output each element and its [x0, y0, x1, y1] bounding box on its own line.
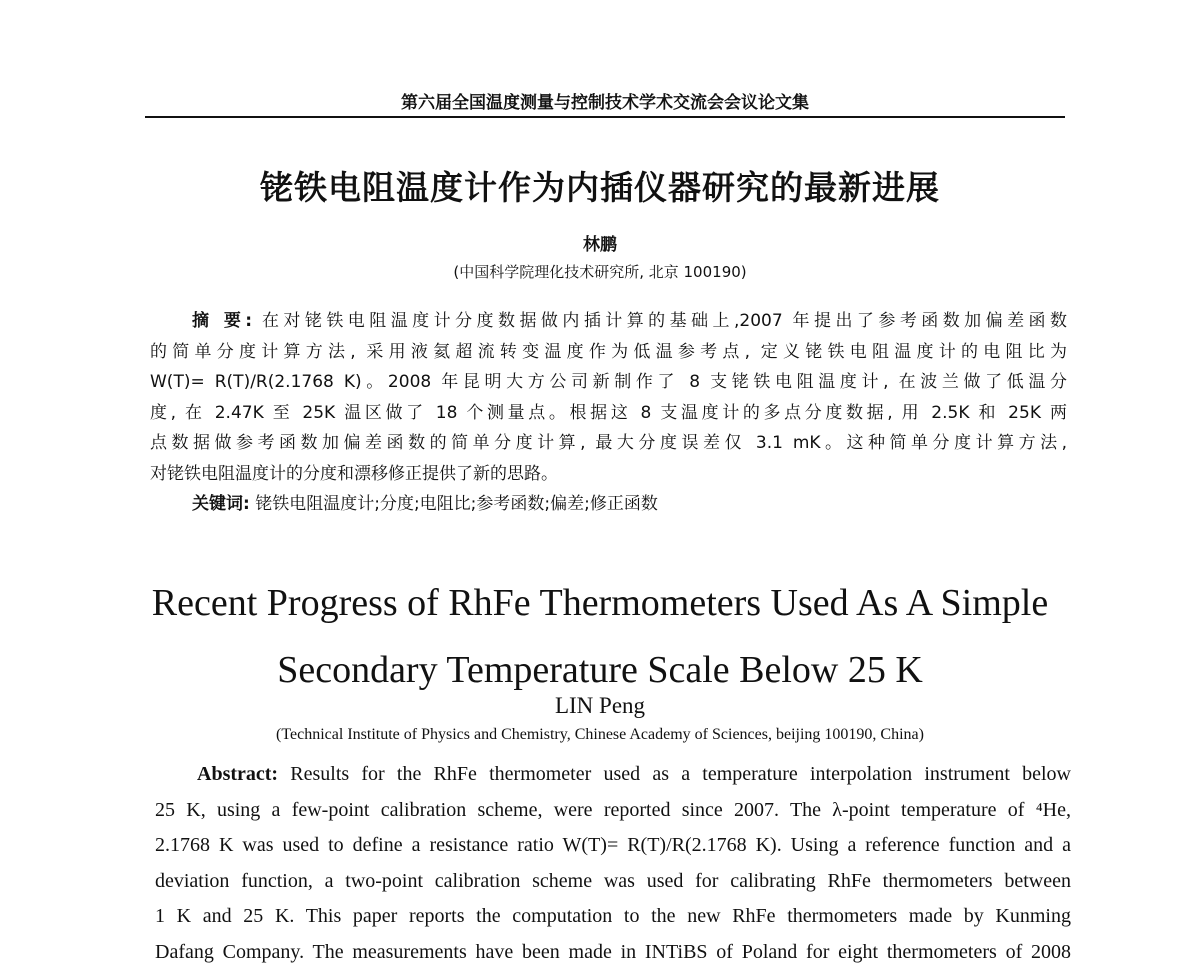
cn-abstract-line: 的简单分度计算方法, 采用液氦超流转变温度作为低温参考点, 定义铑铁电阻温度计的电阻比为 [150, 337, 1067, 368]
en-abstract-text: Results for the RhFe thermometer used as a temperature interpolation instrument below [290, 763, 1071, 785]
en-title-line: Recent Progress of RhFe Thermometers Used As A Simple [0, 570, 1200, 637]
header-rule [145, 116, 1065, 118]
en-abstract [155, 757, 1071, 970]
en-abstract-line: deviation function, a two-point calibration scheme was used for calibrating RhFe thermometers between [155, 864, 1071, 900]
en-abstract-line: Dafang Company. The measurements have been made in INTiBS of Poland for eight thermometers of 2008 [155, 935, 1071, 970]
cn-keywords-label: 关键词: [192, 494, 250, 514]
cn-abstract-label: 摘 要: [192, 311, 252, 331]
cn-abstract-line: 度, 在 2.47K 至 25K 温区做了 18 个测量点。根据这 8 支温度计的多点分度数据, 用 2.5K 和 25K 两 [150, 398, 1067, 429]
cn-abstract-text: 在对铑铁电阻温度计分度数据做内插计算的基础上,2007 年提出了参考函数加偏差函数 [262, 311, 1067, 331]
en-author: LIN Peng [0, 693, 1200, 719]
en-abstract-line [155, 757, 1071, 793]
cn-abstract-line: W(T)= R(T)/R(2.1768 K)。2008 年昆明大方公司新制作了 8 支铑铁电阻温度计, 在波兰做了低温分 [150, 367, 1067, 398]
en-title-line: Secondary Temperature Scale Below 25 K [0, 637, 1200, 704]
cn-title: 铑铁电阻温度计作为内插仪器研究的最新进展 [0, 162, 1200, 209]
cn-abstract [150, 306, 1067, 520]
cn-abstract-line: 点数据做参考函数加偏差函数的简单分度计算, 最大分度误差仅 3.1 mK。这种简单分度计算方法, [150, 428, 1067, 459]
cn-abstract-line: 对铑铁电阻温度计的分度和漂移修正提供了新的思路。 [150, 459, 1067, 490]
en-affiliation: (Technical Institute of Physics and Chemistry, Chinese Academy of Sciences, beijing 100190, China) [0, 726, 1200, 744]
cn-keywords-text: 铑铁电阻温度计;分度;电阻比;参考函数;偏差;修正函数 [255, 494, 658, 514]
cn-abstract-line [150, 306, 1067, 337]
en-abstract-line: 1 K and 25 K. This paper reports the computation to the new RhFe thermometers made by Kunming [155, 899, 1071, 935]
cn-keywords [150, 489, 1067, 520]
cn-author: 林鹏 [0, 230, 1200, 255]
en-title [0, 570, 1200, 704]
en-abstract-label: Abstract: [197, 763, 278, 785]
en-abstract-line: 25 K, using a few-point calibration scheme, were reported since 2007. The λ-point temperature of ⁴He, [155, 793, 1071, 829]
running-header: 第六届全国温度测量与控制技术学术交流会会议论文集 [145, 88, 1065, 113]
cn-affiliation: (中国科学院理化技术研究所, 北京 100190) [0, 261, 1200, 282]
en-abstract-line: 2.1768 K was used to define a resistance ratio W(T)= R(T)/R(2.1768 K). Using a reference function and a [155, 828, 1071, 864]
